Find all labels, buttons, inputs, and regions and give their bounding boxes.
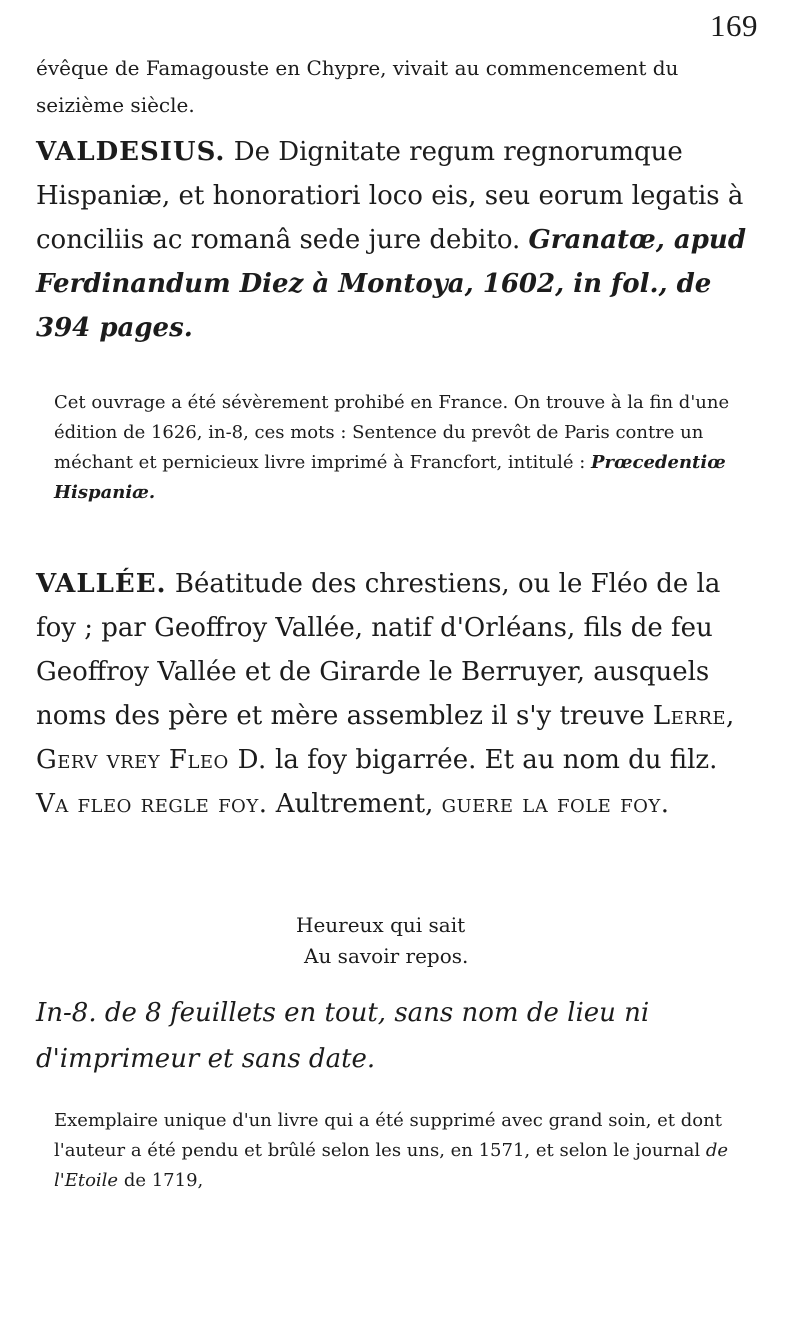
book-page (36, 0, 776, 1337)
verse (296, 910, 468, 972)
entry-vallee (36, 562, 756, 826)
verse-line-2: Au savoir repos. (304, 944, 469, 968)
note-exemplaire-text: Exemplaire unique d'un livre qui a été supprimé avec grand soin, et dont l'auteur a été pendu et brûlé selon les uns, en 1571, et selon le journal (54, 1110, 722, 1161)
entry-head-vallee: VALLÉE. (36, 569, 167, 599)
note-valdesius (36, 388, 774, 508)
format-line: In-8. de 8 feuillets en tout, sans nom de lieu ni d'imprimeur et sans date. (36, 998, 650, 1074)
anagram-1: Lerre, Gerv vrey Fleo D. (36, 701, 735, 775)
anagram-2: Va fleo regle foy. (36, 789, 268, 819)
note-valdesius-text: Cet ouvrage a été sévèrement prohibé en France. On trouve à la fin d'une édition de 1626, in-8, ces mots : Sentence du prevôt de Paris contre un méchant et pernicieux livre imprimé à Francfort, intitulé : (54, 392, 730, 473)
note-exemplaire-journal: de l'Etoile (54, 1140, 729, 1191)
verse-line-1: Heureux qui sait (296, 913, 466, 937)
entry-body-valdesius: De Dignitate regum regnorumque Hispaniæ, et honoratiori loco eis, seu eorum legatis à conciliis ac romanâ sede jure debito. (36, 137, 744, 255)
entry-valdesius (36, 130, 756, 350)
anagram-3: guere la fole foy. (441, 789, 670, 819)
note-valdesius-title: Prœcedentiœ Hispaniæ. (54, 452, 726, 503)
page-number: 169 (710, 8, 758, 43)
entry-body-vallee: Béatitude des chrestiens, ou le Fléo de la foy ; par Geoffroy Vallée, natif d'Orléans, fils de feu Geoffroy Vallée et de Girarde le Berruyer, ausquels noms des père et mère assemblez il s'y treuve (36, 569, 721, 731)
entry-mid2-vallee: Aultrement, (267, 789, 442, 819)
note-exemplaire (36, 1106, 774, 1196)
entry-head-valdesius: VALDESIUS. (36, 137, 226, 167)
note-exemplaire-tail: de 1719, (118, 1170, 204, 1191)
entry-mid-vallee: la foy bigarrée. Et au nom du filz. (266, 745, 718, 775)
entry-imprint-valdesius: Granatœ, apud Ferdinandum Diez à Montoya, 1602, in fol., de 394 pages. (36, 225, 746, 343)
continuation-text: évêque de Famagouste en Chypre, vivait au commencement du seizième siècle. (36, 56, 679, 117)
